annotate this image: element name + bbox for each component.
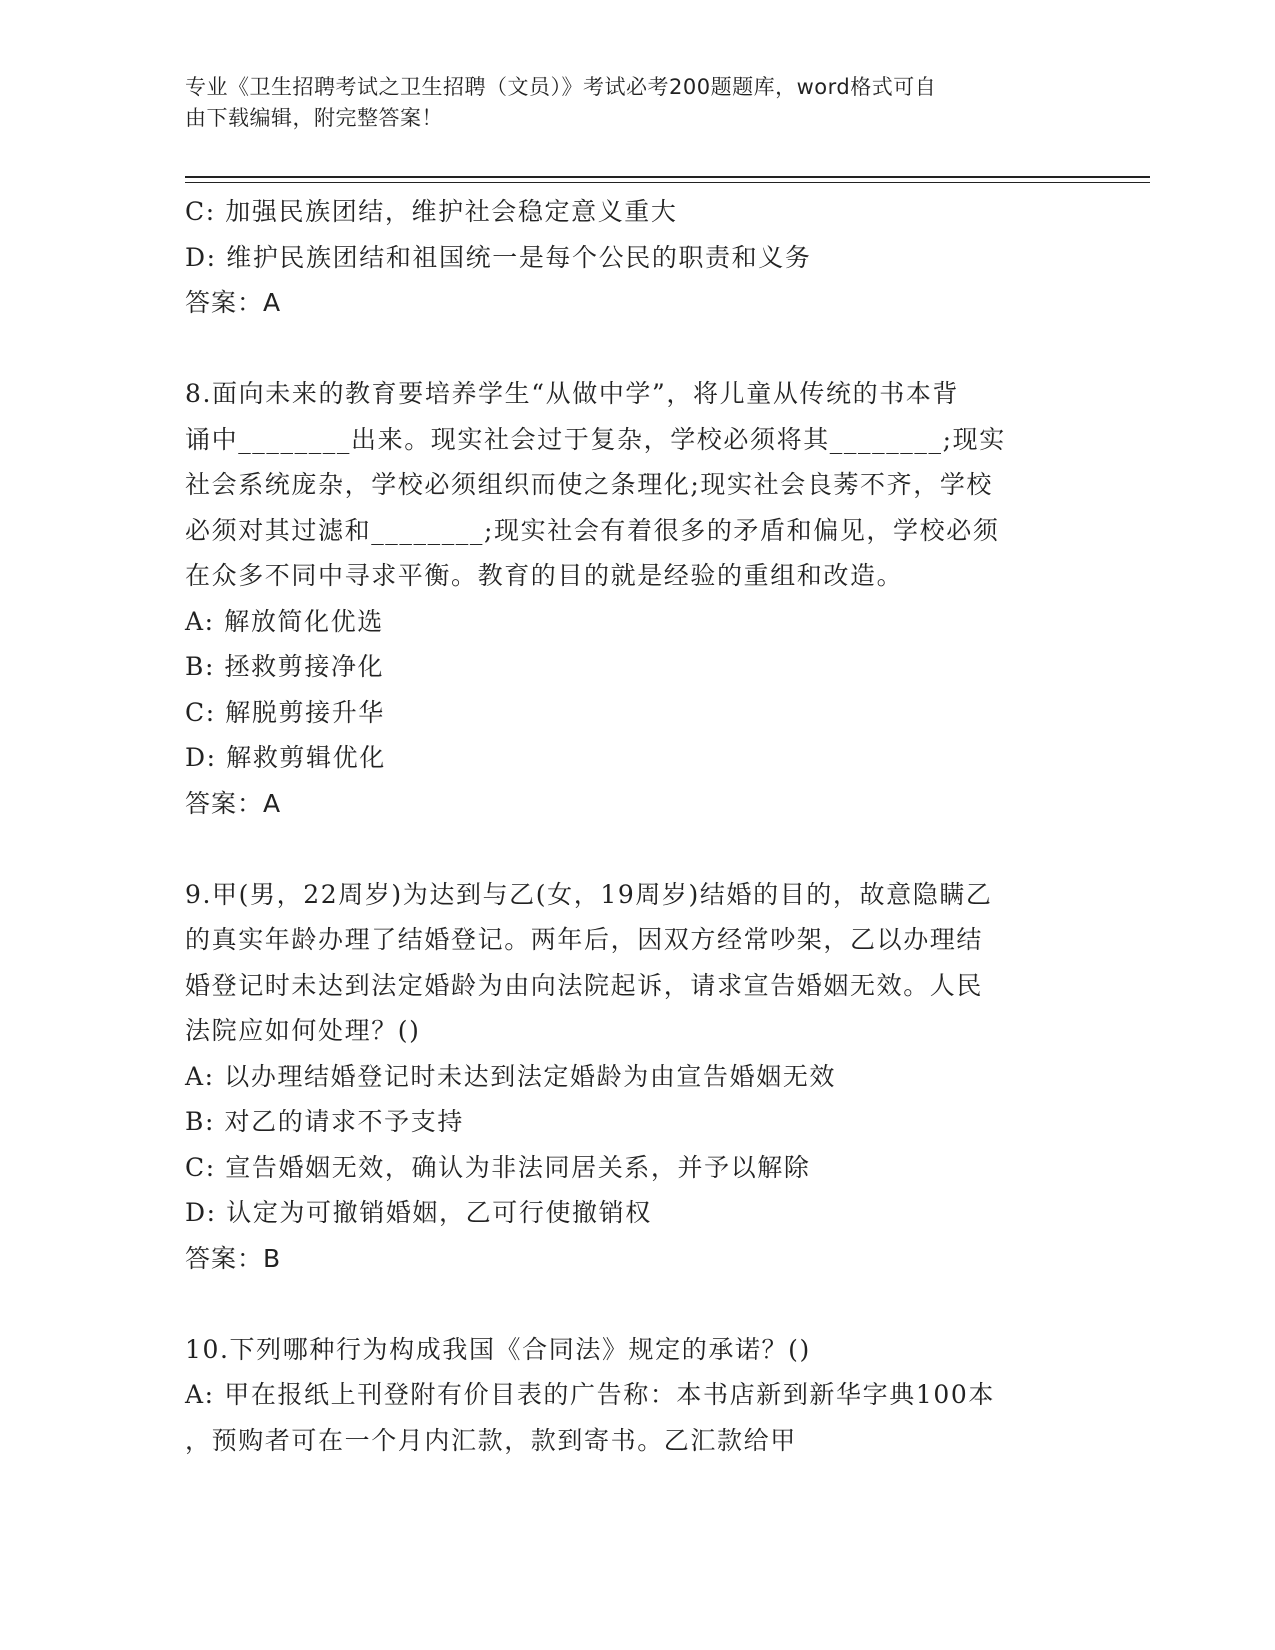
question-9-text-line: 的真实年龄办理了结婚登记。两年后，因双方经常吵架，乙以办理结 [185,925,984,954]
header-divider-thin [185,182,1150,183]
question-10-option-a-line: A: 甲在报纸上刊登附有价目表的广告称：本书店新到新华字典100本 [185,1380,995,1409]
question-9-text-line: 9.甲(男，22周岁)为达到与乙(女，19周岁)结婚的目的，故意隐瞒乙 [185,879,993,909]
question-8-option-b: B: 拯救剪接净化 [185,652,385,681]
header-divider-thick [185,176,1150,178]
question-10-option-a-line: ，预购者可在一个月内汇款，款到寄书。乙汇款给甲 [185,1425,797,1455]
question-8-text-line: 必须对其过滤和________;现实社会有着很多的矛盾和偏见，学校必须 [185,515,1000,545]
question-7-answer: 答案：A [185,288,282,317]
question-10-text-line: 10.下列哪种行为构成我国《合同法》规定的承诺？() [185,1334,811,1364]
question-8-option-a: A: 解放简化优选 [185,606,384,636]
question-8-text-line: 在众多不同中寻求平衡。教育的目的就是经验的重组和改造。 [185,561,904,590]
question-10-block [185,1327,1065,1464]
question-9-block [185,872,1065,1282]
question-9-option-b: B: 对乙的请求不予支持 [185,1107,464,1136]
question-7-option-d: D: 维护民族团结和祖国统一是每个公民的职责和义务 [185,242,812,272]
question-8-text-line: 8.面向未来的教育要培养学生“从做中学”，将儿童从传统的书本背 [185,379,960,408]
question-9-answer: 答案：B [185,1243,282,1273]
question-7-option-c: C: 加强民族团结，维护社会稳定意义重大 [185,197,678,226]
question-8-text-line: 社会系统庞杂，学校必须组织而使之条理化;现实社会良莠不齐，学校 [185,470,994,499]
question-content [185,189,1065,1463]
question-9-option-d: D: 认定为可撤销婚姻，乙可行使撤销权 [185,1198,652,1227]
question-9-option-c: C: 宣告婚姻无效，确认为非法同居关系，并予以解除 [185,1152,811,1182]
spacer [185,326,1065,372]
question-8-answer: 答案：A [185,788,282,818]
question-8-option-c: C: 解脱剪接升华 [185,697,385,727]
question-7-block [185,189,1065,326]
header-line-1: 专业《卫生招聘考试之卫生招聘（文员）》考试必考200题题库，word格式可自 [185,75,937,99]
spacer [185,1281,1065,1327]
header-line-2: 由下载编辑，附完整答案！ [185,106,443,130]
question-9-text-line: 婚登记时未达到法定婚龄为由向法院起诉，请求宣告婚姻无效。人民 [185,970,984,1000]
spacer [185,826,1065,872]
question-9-text-line: 法院应如何处理？() [185,1016,421,1045]
question-8-block [185,371,1065,826]
document-header [185,72,1065,134]
question-8-text-line: 诵中________出来。现实社会过于复杂，学校必须将其________;现实 [185,424,1006,454]
question-8-option-d: D: 解救剪辑优化 [185,743,386,772]
question-9-option-a: A: 以办理结婚登记时未达到法定婚龄为由宣告婚姻无效 [185,1061,837,1091]
